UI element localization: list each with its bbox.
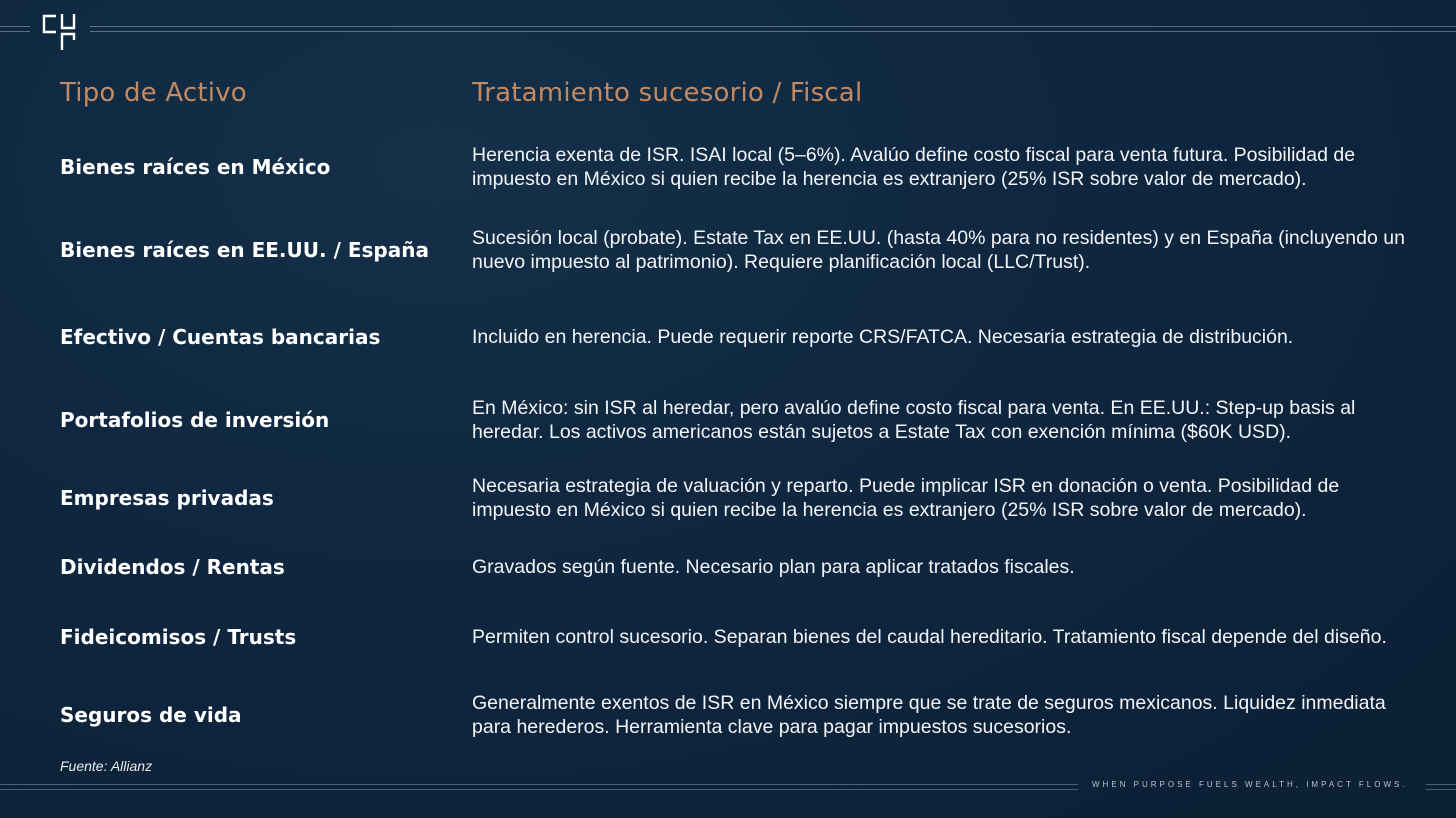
top-divider-right [90,26,1456,32]
asset-type-cell: Dividendos / Rentas [60,555,285,579]
footer-divider-left [0,784,1078,790]
treatment-cell: Herencia exenta de ISR. ISAI local (5–6%). Avalúo define costo fiscal para venta futura. Posibilidad de impuesto en México si quien recibe la herencia es extranjero (25% ISR sobre valor de mercado). [472,144,1356,190]
asset-type-cell: Bienes raíces en México [60,155,331,179]
treatment-cell: Incluido en herencia. Puede requerir reporte CRS/FATCA. Necesaria estrategia de distribución. [472,326,1294,348]
treatment-cell: En México: sin ISR al heredar, pero avalúo define costo fiscal para venta. En EE.UU.: Step-up basis al heredar. Los activos americanos están sujetos a Estate Tax con exención mínima ($60K USD). [472,397,1356,443]
tagline: WHEN PURPOSE FUELS WEALTH, IMPACT FLOWS. [1092,780,1408,789]
treatment-column-header: Tratamiento sucesorio / Fiscal [472,78,863,108]
treatment-cell: Sucesión local (probate). Estate Tax en EE.UU. (hasta 40% para no residentes) y en España (incluyendo un nuevo impuesto al patrimonio). Requiere planificación local (LLC/Trust). [472,227,1405,273]
treatment-cell: Necesaria estrategia de valuación y reparto. Puede implicar ISR en donación o venta. Posibilidad de impuesto en México si quien recibe la herencia es extranjero (25% ISR sobre valor de mercado). [472,475,1340,521]
treatment-cell: Gravados según fuente. Necesario plan para aplicar tratados fiscales. [472,556,1075,578]
ch-monogram-logo [40,10,78,52]
asset-type-cell: Bienes raíces en EE.UU. / España [60,238,429,262]
footer-divider-right [1426,784,1456,790]
asset-type-cell: Efectivo / Cuentas bancarias [60,325,381,349]
asset-type-cell: Portafolios de inversión [60,408,330,432]
asset-type-cell: Empresas privadas [60,486,274,510]
asset-type-column-header: Tipo de Activo [60,78,247,108]
treatment-cell: Generalmente exentos de ISR en México siempre que se trate de seguros mexicanos. Liquidez inmediata para herederos. Herramienta clave para pagar impuestos sucesorios. [472,692,1386,738]
treatment-cell: Permiten control sucesorio. Separan bienes del caudal hereditario. Tratamiento fiscal depende del diseño. [472,626,1387,648]
source-note: Fuente: Allianz [60,758,153,774]
asset-type-cell: Seguros de vida [60,703,242,727]
asset-type-cell: Fideicomisos / Trusts [60,625,297,649]
top-divider-left [0,26,30,32]
